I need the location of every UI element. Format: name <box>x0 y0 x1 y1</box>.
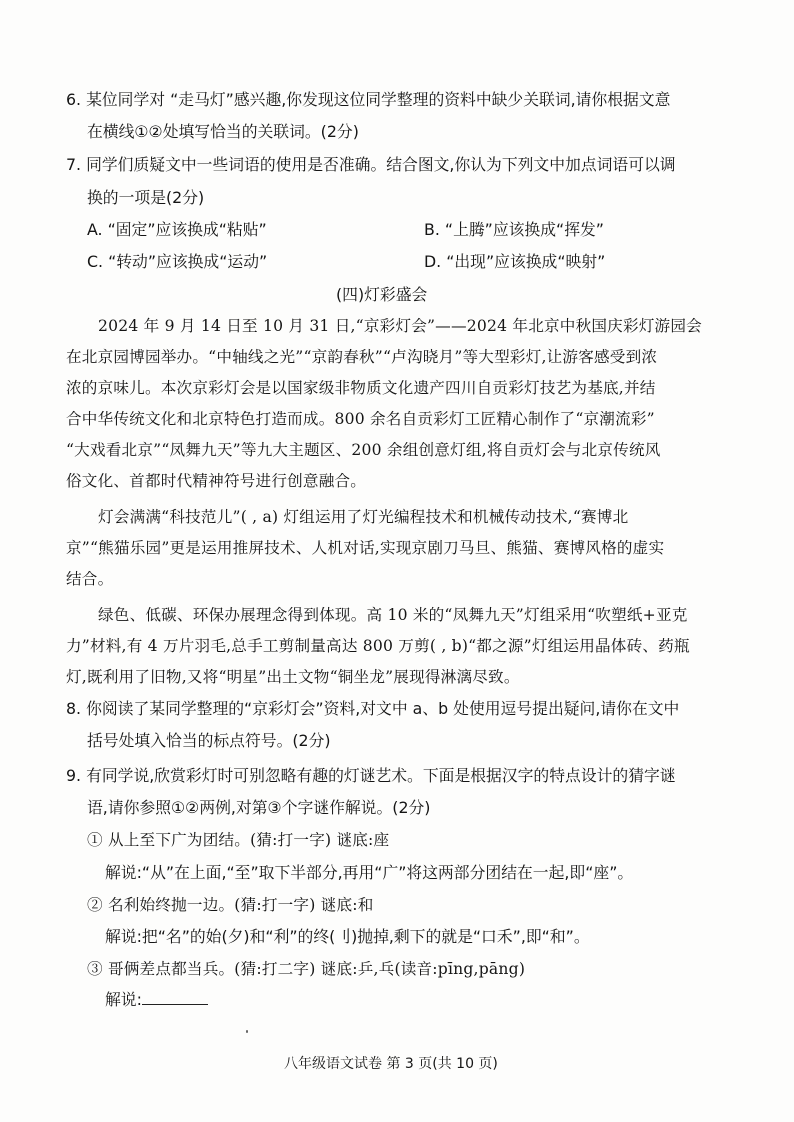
question-9-line-2: 语,请你参照①②两例,对第③个字谜作解说。(2分) <box>87 798 431 817</box>
paragraph-2-line-1: 灯会满满“科技范儿”( , a) 灯组运用了灯光编程技术和机械传动技术,“赛博北 <box>98 508 629 526</box>
paragraph-1-line-5: “大戏看北京”“凤舞九天”等九大主题区、200 余组创意灯组,将自贡灯会与北京传统风 <box>66 441 661 459</box>
answer-blank[interactable] <box>142 988 208 1005</box>
riddle-3-explanation <box>105 988 208 1012</box>
question-8-line-2: 括号处填入恰当的标点符号。(2分) <box>87 731 331 750</box>
option-c: C. “转动”应该换成“运动” <box>87 252 268 271</box>
question-7-line-2: 换的一项是(2分) <box>87 188 205 207</box>
paragraph-3-line-2: 力”材料,有 4 万片羽毛,总手工剪制量高达 800 万剪( , b)“都之源”灯组运用晶体砖、药瓶 <box>66 637 690 655</box>
page-footer: 八年级语文试卷 第 3 页(共 10 页) <box>284 1056 498 1072</box>
riddle-3: ③ 哥俩差点都当兵。(猜:打二字) 谜底:乒,乓(读音:pīng,pāng) <box>87 960 526 978</box>
option-a: A. “固定”应该换成“粘贴” <box>87 220 267 239</box>
question-6-line-1: 6. 某位同学对 “走马灯”感兴趣,你发现这位同学整理的资料中缺少关联词,请你根据文意 <box>66 90 671 109</box>
option-d: D. “出现”应该换成“映射” <box>424 252 606 271</box>
paragraph-2-line-2: 京”“熊猫乐园”更是运用推屏技术、人机对话,实现京剧刀马旦、熊猫、赛博风格的虚实 <box>66 539 665 557</box>
question-9-line-1: 9. 有同学说,欣赏彩灯时可别忽略有趣的灯谜艺术。下面是根据汉字的特点设计的猜字谜 <box>66 766 676 785</box>
question-7-line-1: 7. 同学们质疑文中一些词语的使用是否准确。结合图文,你认为下列文中加点词语可以调 <box>66 155 676 174</box>
riddle-3-explanation-label: 解说: <box>105 990 142 1009</box>
riddle-1-explanation: 解说:“从”在上面,“至”取下半部分,再用“广”将这两部分团结在一起,即“座”。 <box>105 863 634 882</box>
riddle-2: ② 名利始终抛一边。(猜:打一字) 谜底:和 <box>87 896 374 914</box>
scan-speck <box>246 1030 248 1033</box>
paragraph-1-line-4: 合中华传统文化和北京特色打造而成。800 余名自贡彩灯工匠精心制作了“京潮流彩” <box>66 410 655 428</box>
section-title: (四)灯彩盛会 <box>336 285 428 304</box>
paragraph-3-line-1: 绿色、低碳、环保办展理念得到体现。高 10 米的“凤舞九天”灯组采用“吹塑纸+亚克 <box>98 606 688 624</box>
question-6-line-2: 在横线①②处填写恰当的关联词。(2分) <box>87 122 359 141</box>
paragraph-2-line-3: 结合。 <box>66 570 114 588</box>
paragraph-1-line-1: 2024 年 9 月 14 日至 10 月 31 日,“京彩灯会”——2024 年北京中秋国庆彩灯游园会 <box>98 317 702 335</box>
paragraph-3-line-3: 灯,既利用了旧物,又将“明星”出土文物“铜坐龙”展现得淋漓尽致。 <box>66 668 520 686</box>
option-b: B. “上腾”应该换成“挥发” <box>424 220 604 239</box>
paragraph-1-line-3: 浓的京味儿。本次京彩灯会是以国家级非物质文化遗产四川自贡彩灯技艺为基底,并结 <box>66 379 656 397</box>
riddle-2-explanation: 解说:把“名”的始(夕)和“利”的终(刂)抛掉,剩下的就是“口禾”,即“和”。 <box>105 927 590 946</box>
riddle-1: ① 从上至下广为团结。(猜:打一字) 谜底:座 <box>87 831 390 849</box>
paragraph-1-line-2: 在北京园博园举办。“中轴线之光”“京韵春秋”“卢沟晓月”等大型彩灯,让游客感受到浓 <box>66 348 658 366</box>
paragraph-1-line-6: 俗文化、首都时代精神符号进行创意融合。 <box>66 472 367 490</box>
question-8-line-1: 8. 你阅读了某同学整理的“京彩灯会”资料,对文中 a、b 处使用逗号提出疑问,请你在文中 <box>66 699 680 718</box>
